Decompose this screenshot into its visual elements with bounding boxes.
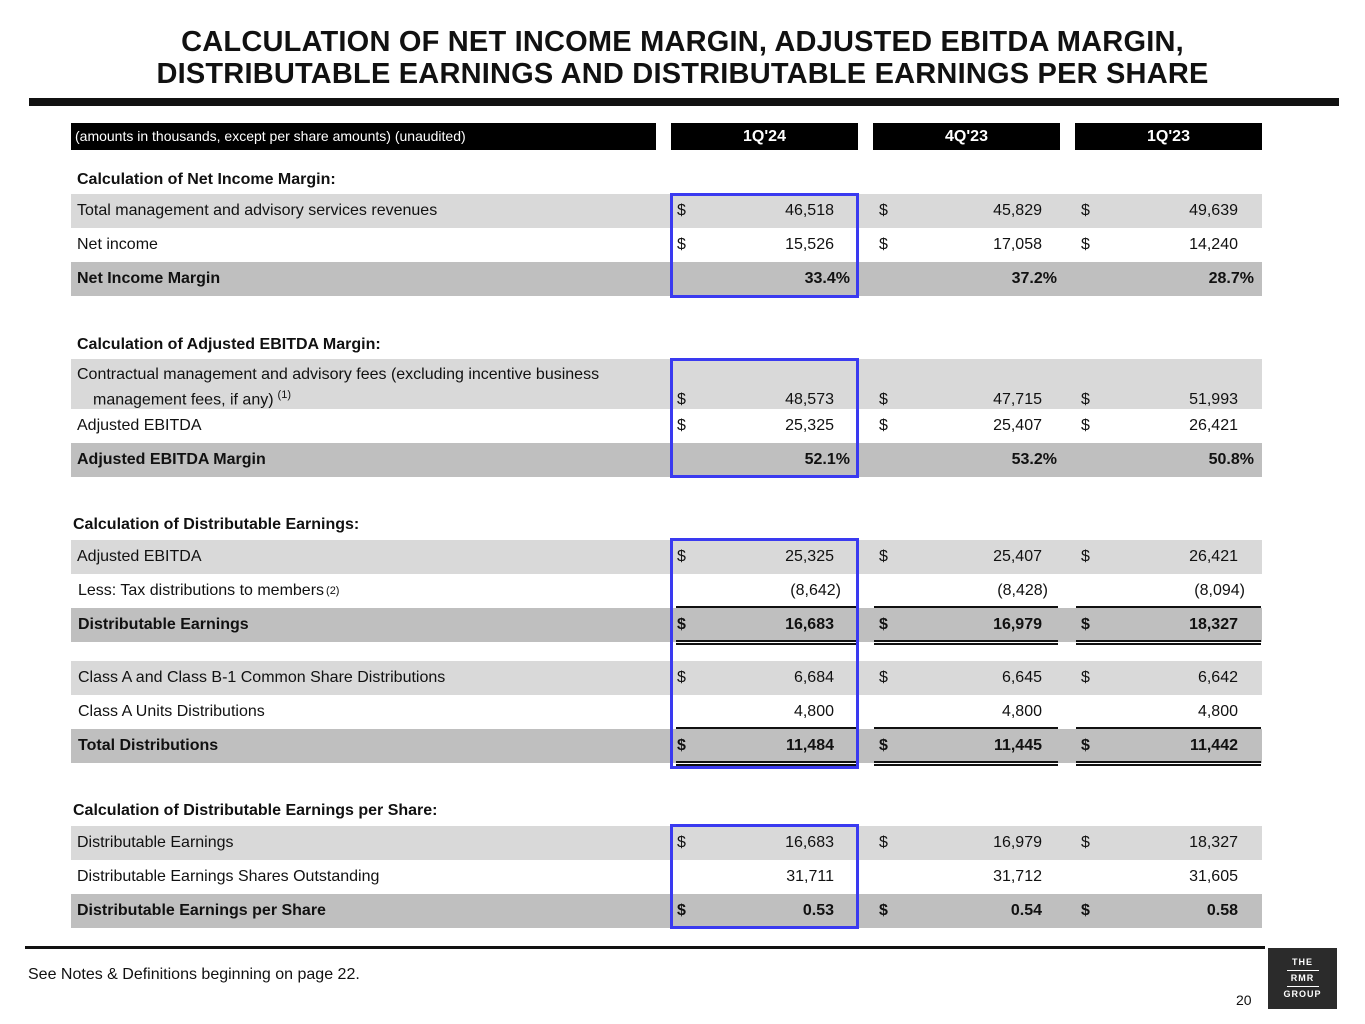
table-row bbox=[71, 409, 1262, 443]
row-label: Adjusted EBITDA bbox=[77, 417, 202, 434]
footer-divider bbox=[25, 946, 1265, 949]
total-double-underline bbox=[1076, 640, 1261, 645]
table-row bbox=[71, 661, 1262, 695]
table-row-total bbox=[71, 729, 1262, 763]
value-4q23: 4,800 bbox=[1001, 703, 1042, 720]
table-row bbox=[71, 574, 1262, 608]
highlight-box bbox=[670, 358, 859, 478]
row-label-line-2 bbox=[77, 385, 667, 410]
dollar-sign: $ bbox=[1081, 834, 1090, 851]
page-title bbox=[0, 26, 1365, 90]
column-header-4q23: 4Q'23 bbox=[873, 123, 1060, 150]
section-title-per-share: Calculation of Distributable Earnings per Share: bbox=[73, 802, 438, 819]
value-1q23: 49,639 bbox=[1189, 202, 1238, 219]
footnote-marker: (2) bbox=[326, 585, 340, 597]
value-4q23: 47,715 bbox=[993, 391, 1042, 408]
value-1q24: 48,573 bbox=[785, 391, 834, 408]
dollar-sign: $ bbox=[1081, 737, 1090, 754]
table-row bbox=[71, 860, 1262, 894]
dollar-sign: $ bbox=[677, 548, 686, 565]
dollar-sign: $ bbox=[1081, 548, 1090, 565]
dollar-sign: $ bbox=[677, 669, 686, 686]
value-4q23: 31,712 bbox=[993, 868, 1042, 885]
row-label: Net income bbox=[77, 236, 158, 253]
dollar-sign: $ bbox=[879, 834, 888, 851]
dollar-sign: $ bbox=[1081, 202, 1090, 219]
dollar-sign: $ bbox=[1081, 669, 1090, 686]
row-label: Adjusted EBITDA Margin bbox=[77, 451, 266, 468]
value-1q23: 4,800 bbox=[1197, 703, 1238, 720]
value-1q24: (8,642) bbox=[790, 582, 841, 599]
section-title-ebitda: Calculation of Adjusted EBITDA Margin: bbox=[77, 336, 381, 353]
value-1q24: 6,684 bbox=[793, 669, 834, 686]
table-row bbox=[71, 228, 1262, 262]
row-label bbox=[78, 574, 339, 608]
row-label: Distributable Earnings Shares Outstanding bbox=[77, 868, 380, 885]
dollar-sign: $ bbox=[879, 548, 888, 565]
logo-rule bbox=[1287, 986, 1319, 987]
value-1q24: 0.53 bbox=[802, 902, 834, 919]
table-header-label: (amounts in thousands, except per share amounts) (unaudited) bbox=[71, 123, 656, 150]
dollar-sign: $ bbox=[1081, 236, 1090, 253]
value-4q23: 16,979 bbox=[993, 834, 1042, 851]
dollar-sign: $ bbox=[677, 236, 686, 253]
value-1q24: 25,325 bbox=[785, 417, 834, 434]
logo-line-2: RMR bbox=[1290, 973, 1315, 983]
highlight-box bbox=[670, 538, 859, 769]
value-1q23: 18,327 bbox=[1189, 834, 1238, 851]
value-4q23: 53.2% bbox=[1011, 451, 1057, 468]
value-1q23: 26,421 bbox=[1189, 548, 1238, 565]
dollar-sign: $ bbox=[677, 616, 686, 633]
table-row-total bbox=[71, 894, 1262, 928]
value-1q23: 50.8% bbox=[1208, 451, 1254, 468]
value-1q24: 16,683 bbox=[785, 616, 834, 633]
total-double-underline bbox=[874, 761, 1058, 766]
total-double-underline bbox=[1076, 761, 1261, 766]
value-1q24: 52.1% bbox=[804, 451, 850, 468]
dollar-sign: $ bbox=[1081, 902, 1090, 919]
row-label-line-2-text: management fees, if any) bbox=[93, 391, 274, 409]
table-row bbox=[71, 540, 1262, 574]
value-4q23: 0.54 bbox=[1010, 902, 1042, 919]
value-4q23: 45,829 bbox=[993, 202, 1042, 219]
dollar-sign: $ bbox=[677, 417, 686, 434]
section-title-net-income: Calculation of Net Income Margin: bbox=[77, 171, 336, 188]
row-label: Distributable Earnings bbox=[78, 616, 249, 633]
value-1q23: 31,605 bbox=[1189, 868, 1238, 885]
value-1q23: (8,094) bbox=[1194, 582, 1245, 599]
row-label-line-1: Contractual management and advisory fees (excluding incentive business bbox=[77, 366, 600, 383]
dollar-sign: $ bbox=[879, 236, 888, 253]
row-label: Distributable Earnings per Share bbox=[77, 902, 326, 919]
value-1q23: 11,442 bbox=[1189, 737, 1238, 754]
value-1q24: 46,518 bbox=[785, 202, 834, 219]
row-label: Total Distributions bbox=[78, 737, 219, 754]
footer-note: See Notes & Definitions beginning on page 22. bbox=[28, 966, 360, 983]
dollar-sign: $ bbox=[879, 737, 888, 754]
row-label-text: Less: Tax distributions to members bbox=[78, 582, 325, 599]
value-4q23: 25,407 bbox=[993, 548, 1042, 565]
value-1q24: 33.4% bbox=[804, 270, 850, 287]
value-1q23: 6,642 bbox=[1197, 669, 1238, 686]
highlight-box bbox=[670, 824, 859, 929]
row-label: Adjusted EBITDA bbox=[77, 548, 202, 565]
row-label: Class A and Class B-1 Common Share Distributions bbox=[78, 669, 446, 686]
table-row bbox=[71, 695, 1262, 729]
row-label: Distributable Earnings bbox=[77, 834, 234, 851]
dollar-sign: $ bbox=[677, 834, 686, 851]
value-1q24: 31,711 bbox=[786, 868, 834, 885]
section-title-distributable: Calculation of Distributable Earnings: bbox=[73, 516, 360, 533]
dollar-sign: $ bbox=[677, 391, 686, 408]
table-row bbox=[71, 359, 1262, 409]
column-header-1q24: 1Q'24 bbox=[671, 123, 858, 150]
value-4q23: 16,979 bbox=[993, 616, 1042, 633]
value-4q23: 6,645 bbox=[1001, 669, 1042, 686]
dollar-sign: $ bbox=[879, 669, 888, 686]
dollar-sign: $ bbox=[677, 902, 686, 919]
company-logo bbox=[1268, 948, 1337, 1009]
value-1q24: 25,325 bbox=[785, 548, 834, 565]
row-label: Class A Units Distributions bbox=[78, 703, 265, 720]
value-1q23: 26,421 bbox=[1189, 417, 1238, 434]
value-4q23: (8,428) bbox=[997, 582, 1048, 599]
value-1q24: 16,683 bbox=[785, 834, 834, 851]
value-4q23: 25,407 bbox=[993, 417, 1042, 434]
row-label: Net Income Margin bbox=[77, 270, 221, 287]
dollar-sign: $ bbox=[677, 737, 686, 754]
dollar-sign: $ bbox=[1081, 616, 1090, 633]
value-1q23: 0.58 bbox=[1206, 902, 1238, 919]
dollar-sign: $ bbox=[879, 391, 888, 408]
total-double-underline bbox=[874, 640, 1058, 645]
dollar-sign: $ bbox=[879, 417, 888, 434]
value-1q23: 51,993 bbox=[1189, 391, 1238, 408]
row-label: Total management and advisory services revenues bbox=[77, 202, 438, 219]
title-divider bbox=[29, 98, 1339, 106]
dollar-sign: $ bbox=[677, 202, 686, 219]
dollar-sign: $ bbox=[879, 902, 888, 919]
value-4q23: 37.2% bbox=[1011, 270, 1057, 287]
row-label bbox=[77, 365, 667, 410]
table-row-total bbox=[71, 608, 1262, 642]
footnote-marker: (1) bbox=[277, 389, 291, 401]
table-row bbox=[71, 194, 1262, 228]
table-row bbox=[71, 826, 1262, 860]
column-header-1q23: 1Q'23 bbox=[1075, 123, 1262, 150]
page-number: 20 bbox=[1236, 992, 1252, 1008]
logo-rule bbox=[1287, 970, 1319, 971]
value-1q24: 11,484 bbox=[785, 737, 834, 754]
value-1q24: 15,526 bbox=[785, 236, 834, 253]
highlight-box bbox=[670, 193, 859, 298]
title-line-2: DISTRIBUTABLE EARNINGS AND DISTRIBUTABLE EARNINGS PER SHARE bbox=[156, 58, 1209, 90]
value-1q23: 28.7% bbox=[1208, 270, 1254, 287]
dollar-sign: $ bbox=[1081, 391, 1090, 408]
value-4q23: 11,445 bbox=[993, 737, 1042, 754]
logo-line-1: THE bbox=[1292, 957, 1313, 967]
table-row-total bbox=[71, 262, 1262, 296]
value-1q23: 14,240 bbox=[1189, 236, 1238, 253]
value-1q23: 18,327 bbox=[1189, 616, 1238, 633]
dollar-sign: $ bbox=[1081, 417, 1090, 434]
table-row-total bbox=[71, 443, 1262, 477]
value-1q24: 4,800 bbox=[793, 703, 834, 720]
value-4q23: 17,058 bbox=[993, 236, 1042, 253]
title-line-1: CALCULATION OF NET INCOME MARGIN, ADJUSTED EBITDA MARGIN, bbox=[181, 26, 1184, 58]
dollar-sign: $ bbox=[879, 202, 888, 219]
dollar-sign: $ bbox=[879, 616, 888, 633]
logo-line-3: GROUP bbox=[1283, 989, 1322, 999]
